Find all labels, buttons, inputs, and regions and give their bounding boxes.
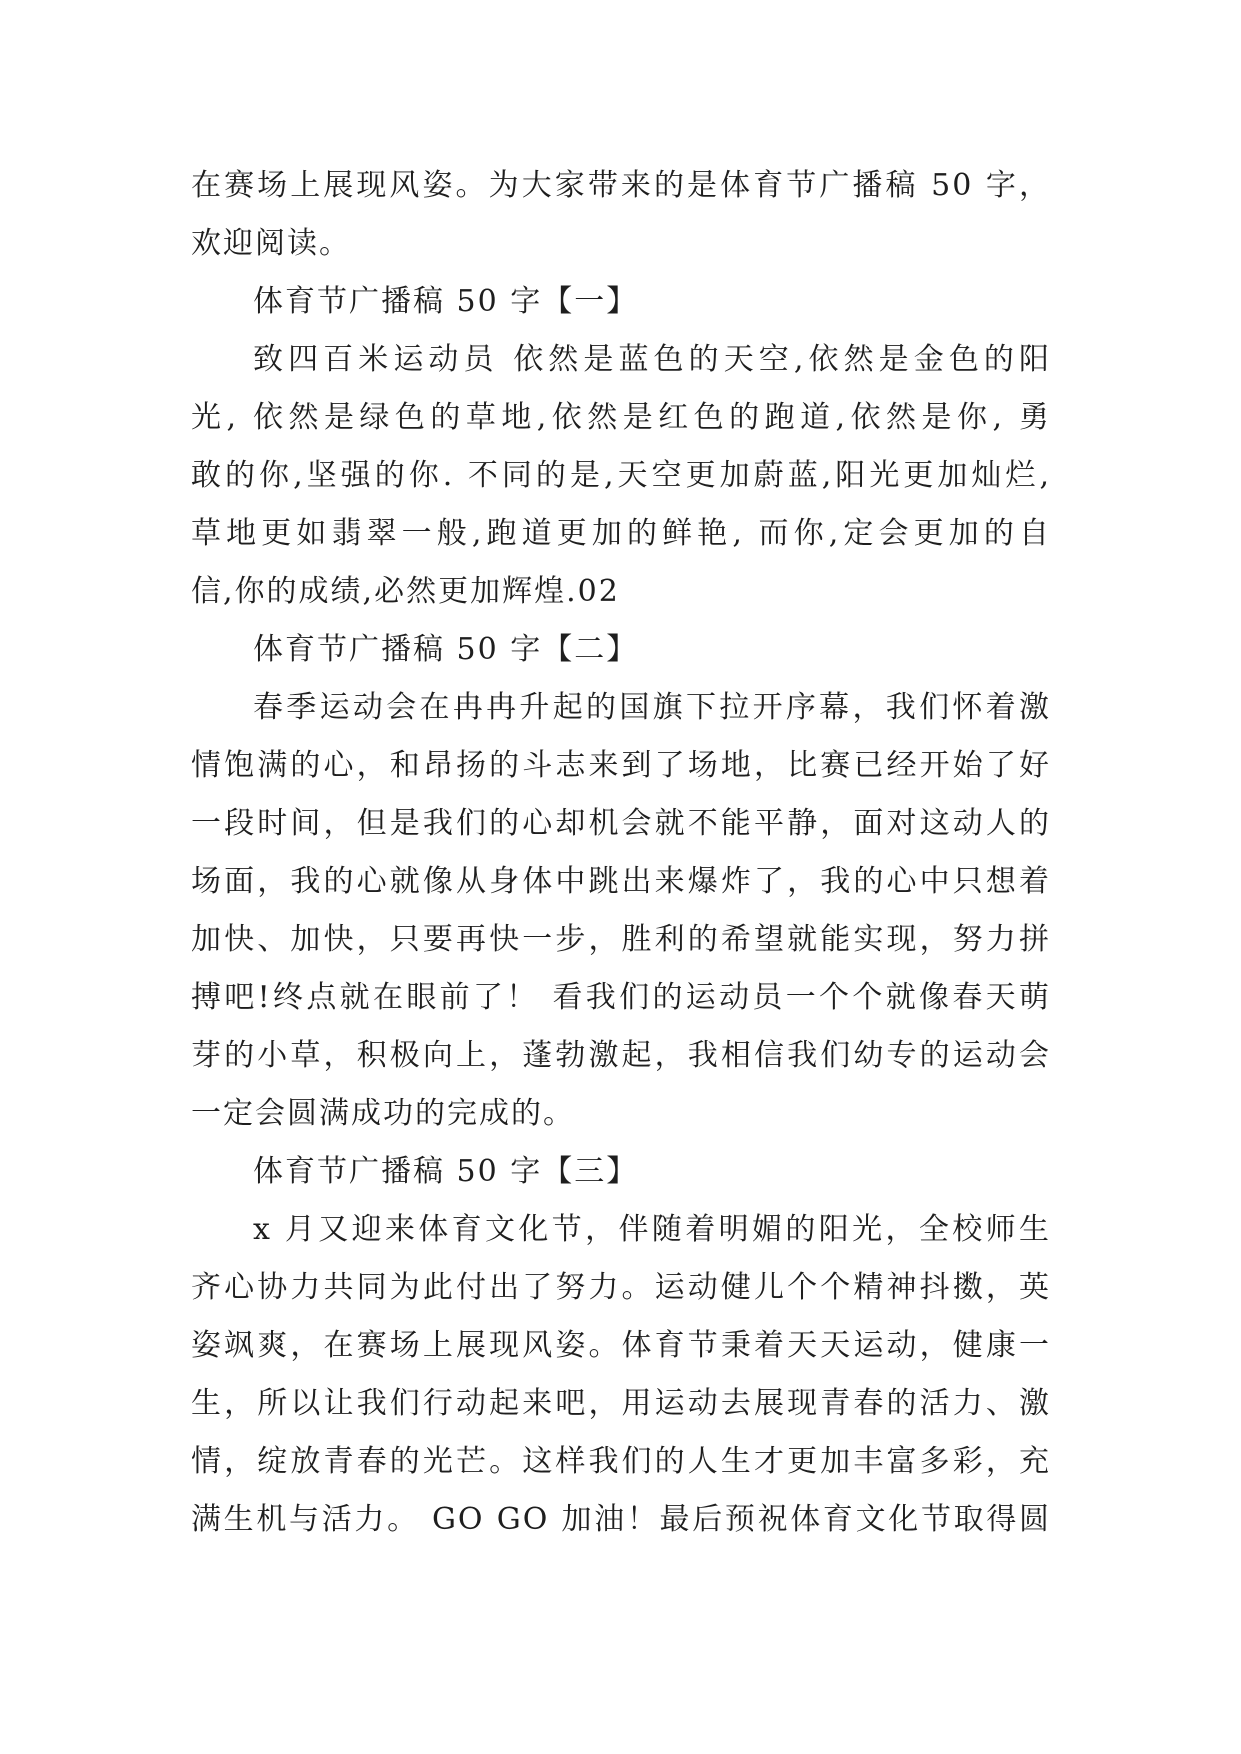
text-line: 情，绽放青春的光芒。这样我们的人生才更加丰富多彩，充 xyxy=(191,1444,1051,1479)
document-body xyxy=(191,157,1051,1549)
section-paragraph-1 xyxy=(191,331,1051,621)
text-line: 场面，我的心就像从身体中跳出来爆炸了，我的心中只想着 xyxy=(191,864,1051,899)
text-line: 春季运动会在冉冉升起的国旗下拉开序幕，我们怀着激 xyxy=(253,690,1051,725)
text-line: 情饱满的心，和昂扬的斗志来到了场地，比赛已经开始了好 xyxy=(191,748,1051,783)
section-paragraph-3 xyxy=(191,1201,1051,1549)
text-line: 齐心协力共同为此付出了努力。运动健儿个个精神抖擞，英 xyxy=(191,1270,1051,1305)
section-heading-2: 体育节广播稿 50 字【二】 xyxy=(253,632,639,667)
text-line: 敢的你,坚强的你. 不同的是,天空更加蔚蓝,阳光更加灿烂, xyxy=(191,458,1051,493)
text-line: 信,你的成绩,必然更加辉煌.02 xyxy=(191,574,620,609)
text-line: 光, 依然是绿色的草地,依然是红色的跑道,依然是你, 勇 xyxy=(191,400,1051,435)
text-line: 在赛场上展现风姿。为大家带来的是体育节广播稿 50 字， xyxy=(191,168,1051,203)
section-paragraph-2 xyxy=(191,679,1051,1143)
section-heading-1: 体育节广播稿 50 字【一】 xyxy=(253,284,639,319)
text-line: 芽的小草，积极向上，蓬勃激起，我相信我们幼专的运动会 xyxy=(191,1038,1051,1073)
text-line: 欢迎阅读。 xyxy=(191,226,351,261)
section-heading-3: 体育节广播稿 50 字【三】 xyxy=(253,1154,639,1189)
text-line: 搏吧!终点就在眼前了！ 看我们的运动员一个个就像春天萌 xyxy=(191,980,1051,1015)
text-line: 加快、加快，只要再快一步，胜利的希望就能实现，努力拼 xyxy=(191,922,1051,957)
text-line: 生，所以让我们行动起来吧，用运动去展现青春的活力、激 xyxy=(191,1386,1051,1421)
text-line: x 月又迎来体育文化节，伴随着明媚的阳光，全校师生 xyxy=(253,1212,1051,1247)
text-line: 一定会圆满成功的完成的。 xyxy=(191,1096,575,1131)
text-line: 姿飒爽，在赛场上展现风姿。体育节秉着天天运动，健康一 xyxy=(191,1328,1051,1363)
text-line: 一段时间，但是我们的心却机会就不能平静，面对这动人的 xyxy=(191,806,1051,841)
intro-paragraph xyxy=(191,157,1051,273)
text-line: 满生机与活力。 GO GO 加油！最后预祝体育文化节取得圆 xyxy=(191,1502,1051,1537)
text-line: 草地更如翡翠一般,跑道更加的鲜艳, 而你,定会更加的自 xyxy=(191,516,1051,551)
text-line: 致四百米运动员 依然是蓝色的天空,依然是金色的阳 xyxy=(253,342,1051,377)
